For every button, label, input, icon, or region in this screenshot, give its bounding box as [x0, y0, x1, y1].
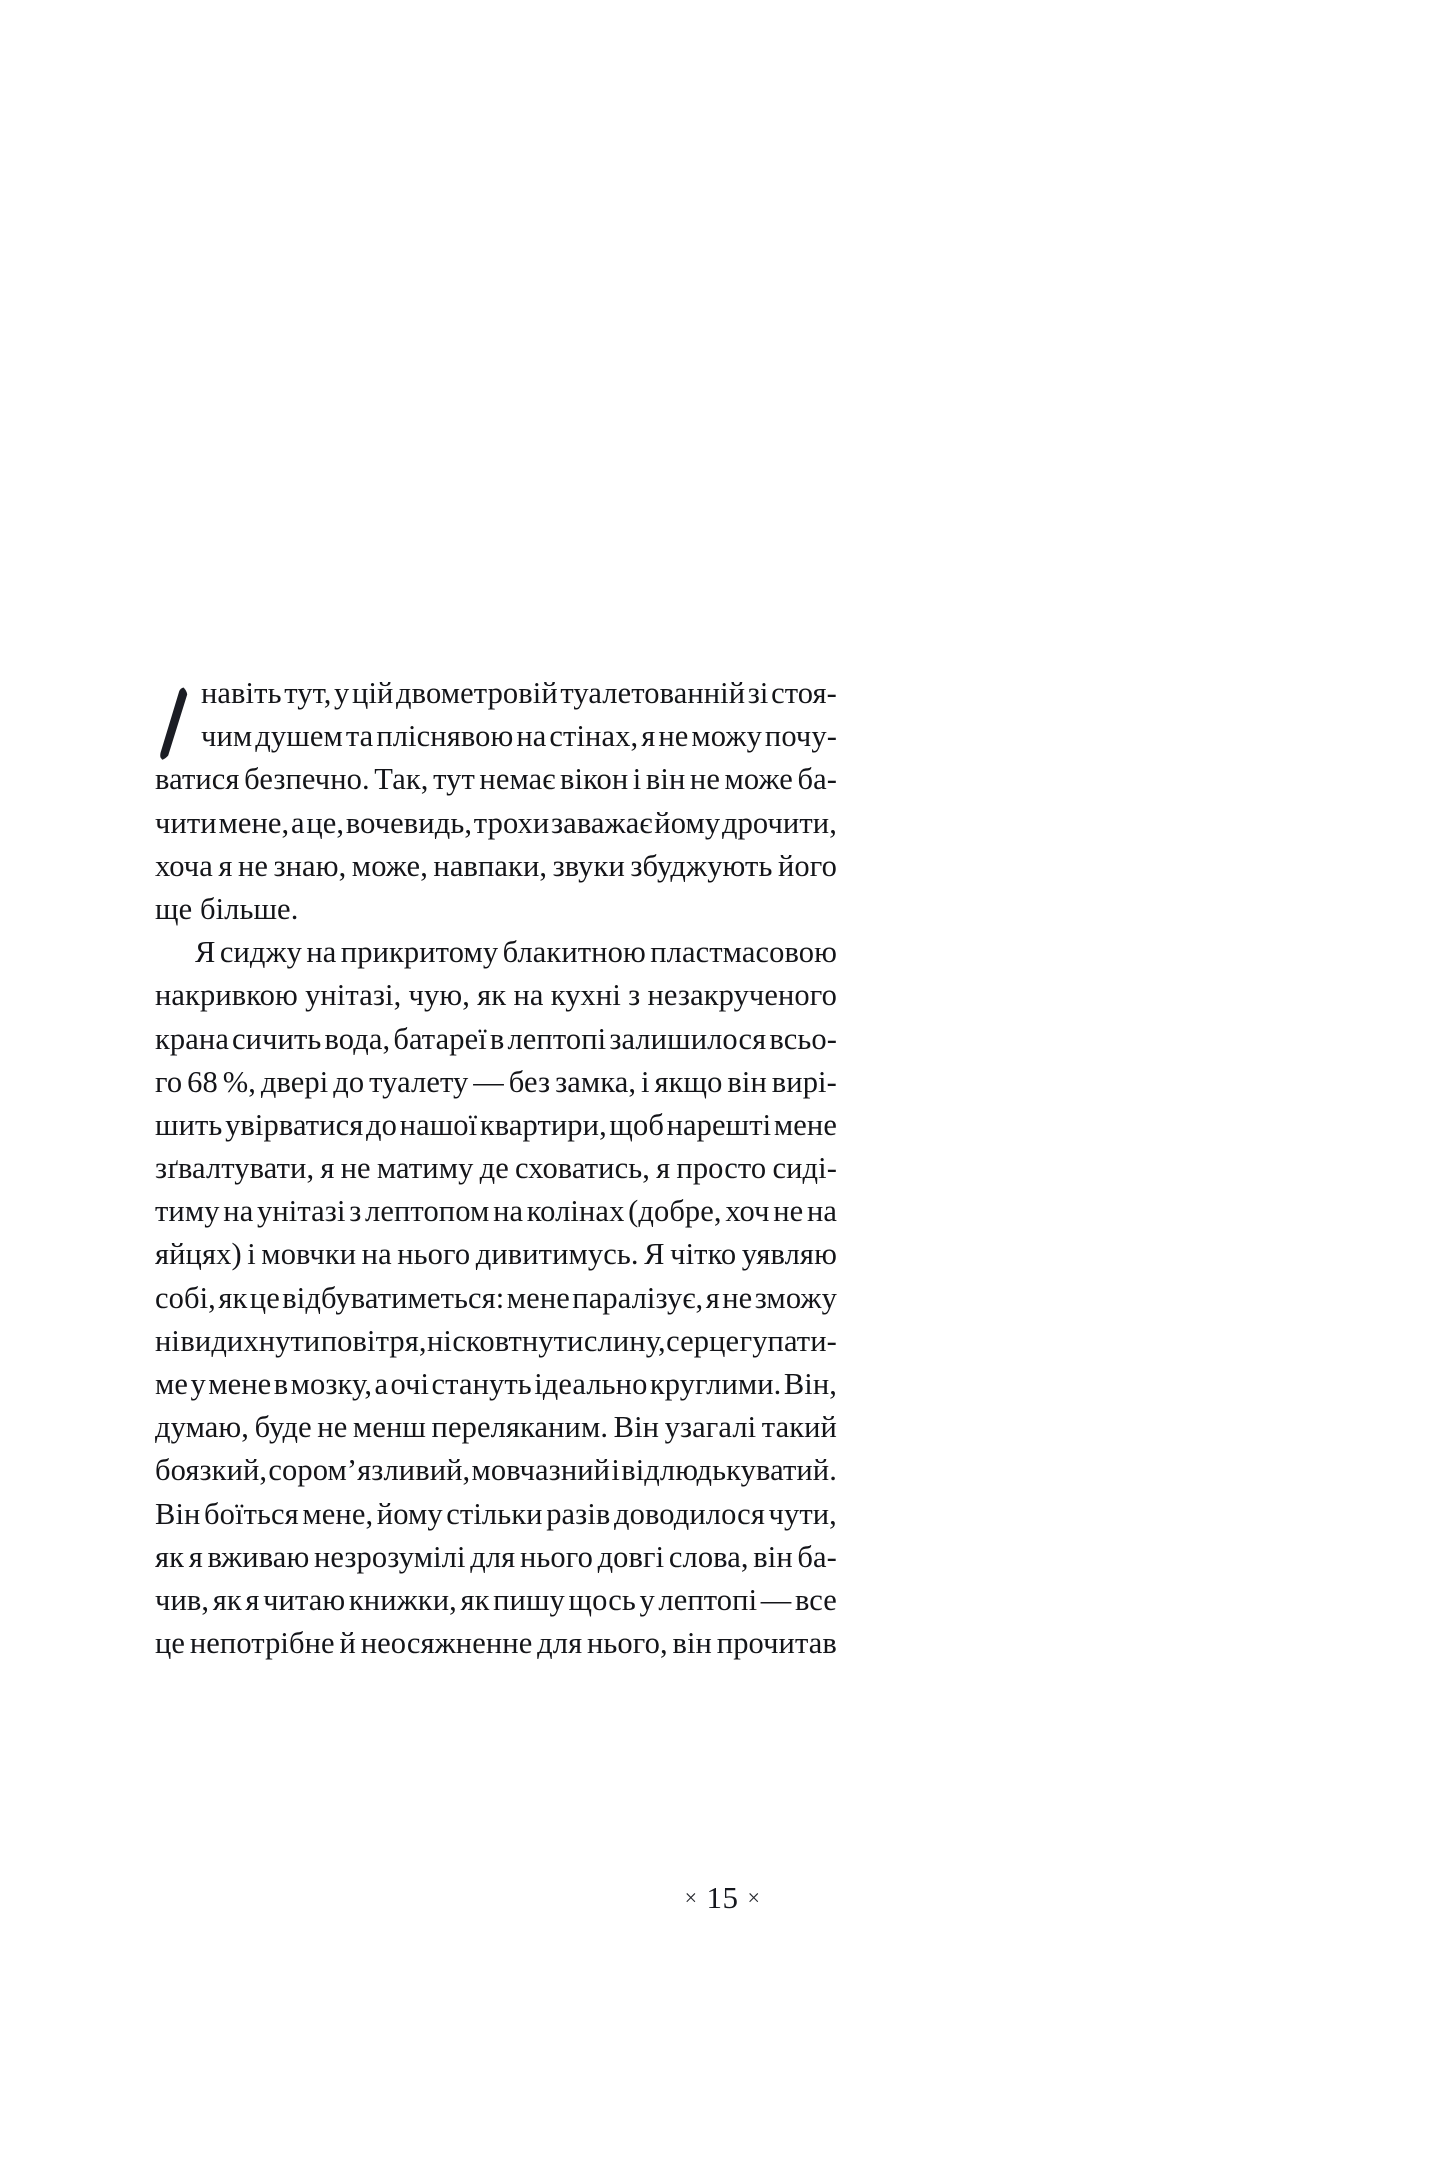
text-word: не [773, 1194, 804, 1229]
text-word: чітко [670, 1237, 737, 1272]
text-word: а [374, 1367, 389, 1401]
page-folio [0, 1878, 1445, 1919]
text-word: я [656, 1151, 671, 1186]
text-word: без [508, 1064, 551, 1099]
text-word: Я [644, 1237, 665, 1272]
text-word: вікон [560, 762, 629, 797]
text-word: — [760, 1582, 792, 1617]
text-word: тут, [284, 676, 332, 710]
text-word: разів [546, 1496, 611, 1531]
text-word: заважає [551, 805, 653, 840]
text-word: я [320, 1151, 335, 1186]
page-text-block [155, 672, 837, 1665]
text-line [155, 931, 837, 974]
text-word: узагалі [664, 1410, 757, 1445]
text-word: такий [761, 1410, 837, 1445]
text-word: мовчазний [471, 1453, 611, 1488]
text-line: ще більше. [155, 891, 299, 926]
text-word: йому [654, 805, 721, 840]
text-word: книжки, [348, 1582, 457, 1617]
text-word: вирі- [771, 1064, 837, 1099]
text-word: нього, [586, 1626, 668, 1661]
text-word: я [705, 1280, 720, 1315]
text-word: чим [201, 719, 253, 754]
page-number: 15 [706, 1880, 739, 1915]
text-word: душем [255, 719, 343, 754]
paragraph-1 [155, 672, 837, 931]
text-word: доводилося [613, 1496, 765, 1531]
text-word: звуки [552, 848, 625, 883]
text-word: відбуватиметься: [282, 1280, 505, 1315]
text-word: й [339, 1626, 356, 1661]
text-line [155, 1622, 837, 1665]
text-word: мене [506, 1280, 570, 1315]
text-word: як [212, 1582, 242, 1617]
text-word: буде [254, 1410, 312, 1445]
text-word: можу [691, 719, 762, 754]
text-word: %, [222, 1064, 256, 1099]
text-line [155, 715, 837, 758]
text-word: на [806, 1194, 837, 1229]
text-word: на [513, 978, 544, 1013]
text-word: почу- [764, 719, 837, 754]
text-word: якщо [654, 1064, 723, 1099]
text-word: на [306, 935, 337, 970]
text-word: мозку, [290, 1367, 373, 1401]
text-word: я [188, 1539, 203, 1574]
text-word: вочевидь, [345, 805, 473, 840]
text-word: очі [390, 1367, 430, 1401]
text-word: блакитною [502, 935, 646, 970]
text-line [155, 758, 837, 801]
text-word: Він [155, 1496, 201, 1531]
text-word: вода, [324, 1021, 391, 1056]
text-word: лептопом [365, 1194, 490, 1229]
text-word: слину, [583, 1323, 666, 1358]
text-word: тут [433, 762, 475, 797]
text-word: чив, [155, 1582, 210, 1617]
text-line [155, 802, 837, 845]
text-word: це [155, 1626, 186, 1661]
text-word: він [672, 1626, 712, 1661]
text-word: все [794, 1582, 837, 1617]
text-word: з [349, 1194, 362, 1229]
text-word: Він, [783, 1367, 837, 1401]
text-word: ба- [797, 1539, 837, 1574]
text-word: на [361, 1237, 392, 1272]
text-word: унітазі [257, 1194, 346, 1229]
text-word: просто [676, 1151, 767, 1186]
text-word: зможу [754, 1280, 837, 1315]
text-word: трохи [473, 805, 550, 840]
text-word: круглими. [649, 1367, 782, 1401]
folio-ornament-right: × [747, 1885, 761, 1910]
text-word: у [334, 676, 350, 710]
text-word: йому [376, 1496, 443, 1531]
text-word: не [237, 848, 268, 883]
text-word: безпечно. [244, 762, 370, 797]
text-word: нашої [399, 1107, 478, 1142]
text-line [155, 1449, 837, 1492]
text-word: я [218, 848, 233, 883]
text-word: ме [155, 1367, 189, 1401]
text-word: ватися [155, 762, 240, 797]
text-word: прочитав [716, 1626, 837, 1661]
text-word: сичить [232, 1021, 322, 1056]
text-word: нього [519, 1539, 593, 1574]
text-word: він [753, 1539, 793, 1574]
text-word: не [658, 719, 689, 754]
text-word: нарешті [666, 1107, 772, 1142]
text-word: у [639, 1582, 655, 1617]
text-word: щоб [609, 1107, 664, 1142]
text-word: я [245, 1582, 260, 1617]
text-word: не [317, 1410, 348, 1445]
text-word: унітазі, [305, 978, 402, 1013]
text-word: (добре, [628, 1194, 722, 1229]
text-line [155, 672, 837, 715]
text-word: чити [155, 805, 217, 840]
text-line [155, 1363, 837, 1406]
text-word: сковтнути [452, 1323, 584, 1358]
text-word: ідеально [534, 1367, 648, 1401]
text-word: він [727, 1064, 767, 1099]
text-word: стануть [431, 1367, 532, 1401]
text-line [155, 1536, 837, 1579]
text-line [155, 1190, 837, 1233]
text-word: колінах [526, 1194, 625, 1229]
text-word: і [611, 1453, 620, 1488]
text-word: це, [306, 805, 345, 840]
text-word: паралізує, [572, 1280, 704, 1315]
text-word: увірватися [225, 1107, 364, 1142]
text-word: гупати- [739, 1323, 837, 1358]
text-word: боїться [204, 1496, 299, 1531]
text-word: стінах, [549, 719, 639, 754]
text-word: де [479, 1151, 509, 1186]
text-line [155, 845, 837, 888]
text-word: мене, [218, 805, 290, 840]
text-word: як [477, 978, 507, 1013]
text-word: щось [568, 1582, 636, 1617]
text-word: го [155, 1064, 183, 1099]
text-line [155, 1233, 837, 1276]
text-word: чути, [768, 1496, 837, 1531]
text-word: лептопі [507, 1021, 607, 1056]
text-word: для [537, 1626, 583, 1661]
text-word: пластмасовою [650, 935, 837, 970]
text-word: на [223, 1194, 254, 1229]
text-word: він [645, 762, 686, 797]
text-word: слова, [668, 1539, 749, 1574]
text-word: дивитимусь. [475, 1237, 639, 1272]
text-word: на [493, 1194, 524, 1229]
text-word: двері [260, 1064, 329, 1099]
text-word: залишилося [609, 1021, 767, 1056]
text-word: може, [351, 848, 428, 883]
text-word: вживаю [207, 1539, 310, 1574]
text-word: неосяжненне [360, 1626, 533, 1661]
text-word: може [724, 762, 793, 797]
text-word: шить [155, 1107, 223, 1142]
text-word: ні [426, 1323, 452, 1358]
paragraph-2 [155, 931, 837, 1665]
text-word: знаю, [273, 848, 347, 883]
text-word: як [460, 1582, 490, 1617]
text-word: двометровій [396, 676, 558, 710]
text-word: і [641, 1064, 650, 1099]
text-word: батареї [393, 1021, 487, 1056]
text-word: менш [352, 1410, 426, 1445]
text-word: повітря, [320, 1323, 427, 1358]
text-word: сиджу [219, 935, 303, 970]
text-word: прикритому [340, 935, 499, 970]
text-word: на [516, 719, 547, 754]
text-word: непотрібне [189, 1626, 335, 1661]
text-line [155, 1147, 837, 1190]
text-word: навпаки, [433, 848, 548, 883]
text-word: серце [666, 1323, 740, 1358]
text-word: стоя- [771, 676, 837, 710]
text-word: навіть [201, 676, 282, 710]
text-word: читаю [263, 1582, 346, 1617]
folio-ornament-left: × [684, 1885, 698, 1910]
text-word: відлюдькуватий. [621, 1453, 837, 1488]
text-word: лептопі [658, 1582, 758, 1617]
text-word: це [249, 1280, 280, 1315]
text-word: накривкою [155, 978, 298, 1013]
text-word: з [628, 978, 641, 1013]
text-line [155, 1406, 837, 1449]
text-word: збуджують [630, 848, 773, 883]
text-word: не [340, 1151, 371, 1186]
text-word: зґвалтувати, [155, 1151, 315, 1186]
text-word: сором’язливий, [268, 1453, 471, 1488]
text-word: зі [747, 676, 769, 710]
text-word: до [366, 1107, 398, 1142]
text-word: Він [613, 1410, 660, 1445]
text-word: уявляю [741, 1237, 837, 1272]
text-word: і [247, 1237, 256, 1272]
text-word: цій [352, 676, 394, 710]
text-word: я [641, 719, 656, 754]
text-word: — [473, 1064, 504, 1099]
text-word: а [290, 805, 305, 840]
text-word: Я [195, 935, 216, 970]
text-word: всьо- [769, 1021, 837, 1056]
text-word: незакрученого [647, 978, 837, 1013]
text-word: туалетованній [560, 676, 746, 710]
text-word: мене, [302, 1496, 374, 1531]
text-word: крана [155, 1021, 229, 1056]
text-line [155, 974, 837, 1017]
text-word: в [489, 1021, 505, 1056]
text-word: незрозумілі [313, 1539, 466, 1574]
text-word: видихнути [180, 1323, 321, 1358]
text-word: думаю, [155, 1410, 250, 1445]
text-line [155, 1579, 837, 1622]
text-word: сховатись, [515, 1151, 650, 1186]
text-line [155, 1277, 837, 1320]
text-word: тиму [155, 1194, 220, 1229]
text-word: матиму [376, 1151, 474, 1186]
text-word: до [333, 1064, 365, 1099]
text-word: мене [208, 1367, 272, 1401]
text-word: як [155, 1539, 185, 1574]
text-word: не [689, 762, 720, 797]
text-line [155, 1104, 837, 1147]
text-line [155, 1018, 837, 1061]
text-word: ба- [797, 762, 837, 797]
text-word: його [777, 848, 837, 883]
text-line [155, 1320, 837, 1363]
text-word: сиді- [772, 1151, 837, 1186]
text-word: довгі [597, 1539, 665, 1574]
text-word: хоч [725, 1194, 770, 1229]
text-word: квартири, [479, 1107, 607, 1142]
text-word: пишу [493, 1582, 565, 1617]
text-word: яйцях) [155, 1237, 242, 1272]
text-word: стільки [446, 1496, 543, 1531]
text-word: немає [479, 762, 556, 797]
text-word: мене [773, 1107, 837, 1142]
text-word: кухні [550, 978, 621, 1013]
text-word: боязкий, [155, 1453, 268, 1488]
text-line [155, 1493, 837, 1536]
text-word: переляканим. [431, 1410, 609, 1445]
text-word: для [470, 1539, 516, 1574]
text-word: Так, [374, 762, 429, 797]
text-word: чую, [408, 978, 470, 1013]
text-word: туалету [369, 1064, 469, 1099]
text-word: як [218, 1280, 248, 1315]
text-word: в [273, 1367, 289, 1401]
text-word: пліснявою [376, 719, 514, 754]
text-word: собі, [155, 1280, 216, 1315]
text-word: 68 [187, 1064, 218, 1099]
text-word: дрочити, [721, 805, 837, 840]
text-word: і [632, 762, 642, 797]
text-word: не [722, 1280, 753, 1315]
text-line [155, 1061, 837, 1104]
text-word: ні [155, 1323, 180, 1358]
text-word: та [345, 719, 374, 754]
text-word: нього [397, 1237, 471, 1272]
text-word: мовчки [261, 1237, 357, 1272]
text-word: хоча [155, 848, 213, 883]
text-word: замка, [555, 1064, 637, 1099]
text-word: у [190, 1367, 206, 1401]
